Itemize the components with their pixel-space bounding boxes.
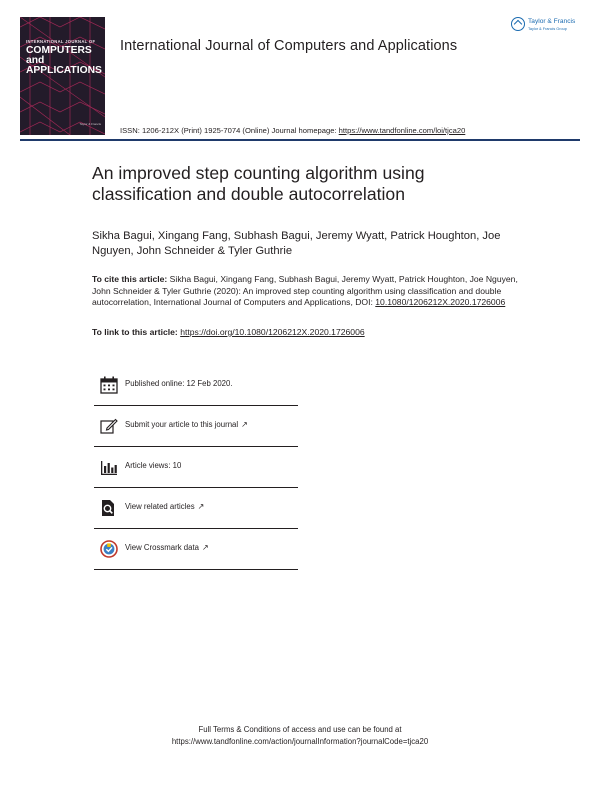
terms-footer-text: Full Terms & Conditions of access and use can be found at: [198, 725, 402, 734]
citation-text: Sikha Bagui, Xingang Fang, Subhash Bagui, Jeremy Wyatt, Patrick Houghton, Joe Nguyen, John Schneider & Tyler Guthrie (2020): An improved step counting algorithm using classification and double autocorrelation, International Journal of Computers and Applications, DOI:: [92, 274, 518, 308]
cover-publisher-mark: Taylor & Francis: [79, 122, 101, 126]
external-link-icon: ↗: [241, 420, 248, 429]
submit-article-link[interactable]: Submit your article to this journal: [125, 420, 239, 429]
related-articles-link[interactable]: View related articles: [125, 502, 195, 511]
bar-chart-icon: [100, 458, 118, 476]
article-views-row: [94, 447, 298, 488]
journal-homepage-link[interactable]: https://www.tandfonline.com/loi/tjca20: [338, 126, 466, 135]
article-link-line: [92, 327, 532, 337]
article-title: An improved step counting algorithm using classification and double autocorrelation: [92, 163, 425, 204]
published-online-text: Published online: 12 Feb 2020.: [125, 379, 233, 388]
external-link-icon: ↗: [197, 502, 205, 511]
publisher-name: Taylor & Francis: [528, 18, 576, 25]
article-authors: Sikha Bagui, Xingang Fang, Subhash Bagui, Jeremy Wyatt, Patrick Houghton, Joe Nguyen, John Schneider & Tyler Guthrie: [92, 230, 501, 257]
terms-footer-link[interactable]: https://www.tandfonline.com/action/journalInformation?journalCode=tjca20: [171, 737, 429, 746]
terms-footer: [0, 724, 600, 748]
cover-subheading: INTERNATIONAL JOURNAL OF: [26, 39, 96, 44]
article-views-text: Article views: 10: [125, 461, 182, 470]
citation-block: [92, 274, 532, 309]
crossmark-row[interactable]: [94, 529, 298, 570]
publisher-logo: [511, 17, 583, 37]
publisher-logo-icon: [511, 17, 525, 31]
calendar-icon: [100, 376, 118, 394]
journal-cover-image: [20, 17, 105, 135]
published-online-row: [94, 365, 298, 406]
citation-label: To cite this article:: [92, 274, 168, 284]
submit-article-row[interactable]: [94, 406, 298, 447]
article-doi-url[interactable]: https://doi.org/10.1080/1206212X.2020.1726006: [180, 327, 365, 337]
journal-name: International Journal of Computers and Applications: [120, 38, 458, 54]
issn-line: [120, 126, 465, 135]
crossmark-link[interactable]: View Crossmark data: [125, 543, 199, 552]
search-document-icon: [100, 499, 118, 517]
cover-title: COMPUTERS and APPLICATIONS: [26, 45, 102, 76]
publisher-tagline: Taylor & Francis Group: [528, 27, 567, 31]
external-link-icon: ↗: [201, 543, 209, 552]
article-link-label: To link to this article:: [92, 327, 181, 337]
pencil-icon: [100, 417, 118, 435]
citation-doi-link[interactable]: 10.1080/1206212X.2020.1726006: [375, 297, 506, 308]
header-divider: [20, 139, 580, 141]
issn-text: ISSN: 1206-212X (Print) 1925-7074 (Online) Journal homepage:: [120, 126, 339, 135]
cover-pattern-graphic: [20, 17, 105, 135]
related-articles-row[interactable]: [94, 488, 298, 529]
article-info-list: [94, 365, 298, 570]
crossmark-icon: [100, 540, 118, 558]
